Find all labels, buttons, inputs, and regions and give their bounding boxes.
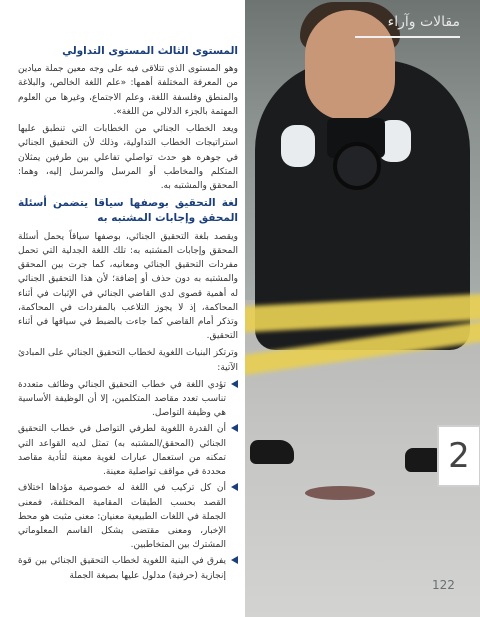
- bullet-text: أن كل تركيب في اللغة له خصوصية مؤداها اختلاف القصد بحسب الطبقات المقامية المختلفة، فمعنى الجملة في اللغات الطبيعية معنيان: معنى مثبت هو محط الإخبار، ومعنى مقتضى يشكل القاسم المعلوماتي المشترك بين المتخاطبين.: [18, 483, 226, 551]
- glove-left: [281, 125, 315, 167]
- bullet-text: يفرق في البنية اللغوية لخطاب التحقيق الجنائي بين قوة إنجازية (حرفية) مدلول عليها بصيغة الجملة: [18, 556, 226, 581]
- paragraph-3: ويقصد بلغة التحقيق الجنائي، بوصفها سياقاً يحمل أسئلة المحقق وإجابات المشتبه به: تلك اللغة الجدلية التي تحمل مفردات التحقيق الجنائي ومعانيه، كما جرت بين المحقق والمشتبه به دون حذف أو إضافة؛ لأن هذا التحقيق الجنائي له أهمية قصوى لدى القاضي الجنائي في الإثبات في أثناء المحاكمة، إذ لا يجوز التلاعب بالمفردات في المحاكمة، وتذكر أمام القاضي كما جاءت بالضبط في سياقها في أثناء التحقيق.: [18, 231, 238, 342]
- arrow-bullet-icon: [231, 380, 238, 388]
- arrow-bullet-icon: [231, 424, 238, 432]
- heading-investigation-language: لغة التحقيق بوصفها سياقا يتضمن أسئلة المحقق وإجابات المشتبه به: [18, 197, 238, 225]
- bullet-text: تؤدي اللغة في خطاب التحقيق الجنائي وظائف متعددة تناسب تعدد مقاصد المتكلمين، إلا أن الوظيفة الأساسية هي وظيفة التواصل.: [18, 379, 226, 419]
- crime-scene-photo: [245, 0, 480, 617]
- page-number: 122: [432, 578, 455, 592]
- shoe-left: [250, 440, 294, 464]
- evidence-marker: 2: [437, 425, 480, 487]
- arrow-bullet-icon: [231, 483, 238, 491]
- bullet-item: [18, 554, 238, 582]
- article-column: [18, 44, 238, 585]
- investigator-head: [305, 10, 395, 120]
- paragraph-1: وهو المستوى الذي تتلاقى فيه على وجه معين جملة ميادين من المعرفة المختلفة أهمها: «علم اللغة الخالص، والبلاغة والمنطق وفلسفة اللغة، وعلم الاجتماع، وغيرها من العلوم المهتمة بالجزء الدلالي من اللغة».: [18, 64, 238, 117]
- heading-pragmatic-level: المستوى الثالث المستوى التداولي: [62, 45, 238, 57]
- bullet-item: [18, 378, 238, 421]
- paragraph-4: وترتكز البنيات اللغوية لخطاب التحقيق الجنائي على المبادئ الآتية:: [18, 348, 238, 373]
- section-label: مقالات وآراء: [387, 14, 460, 30]
- blood-stain: [305, 486, 375, 500]
- bullet-item: [18, 422, 238, 479]
- bullet-item: [18, 481, 238, 552]
- paragraph-2: ويعد الخطاب الجنائي من الخطابات التي تنطبق عليها استراتيجات الخطاب التداولية، وذلك لأن التحقيق الجنائي في جوهره هو حدث تواصلي تفاعلي بين طرفين يمثلان المتكلم والمخاطب أو المرسل والمرسل إليه، وهما: المحقق والمشتبه به.: [18, 124, 238, 191]
- arrow-bullet-icon: [231, 556, 238, 564]
- bullet-text: أن القدرة اللغوية لطرفي التواصل في خطاب التحقيق الجنائي (المحقق/المشتبه به) تمثل لديه القواعد التي تمكنه من استعمال عبارات لغوية معينة لتأدية مقاصد محددة في مواقف تواصلية معينة.: [18, 424, 226, 478]
- camera-lens: [333, 142, 381, 190]
- section-rule: [355, 36, 460, 38]
